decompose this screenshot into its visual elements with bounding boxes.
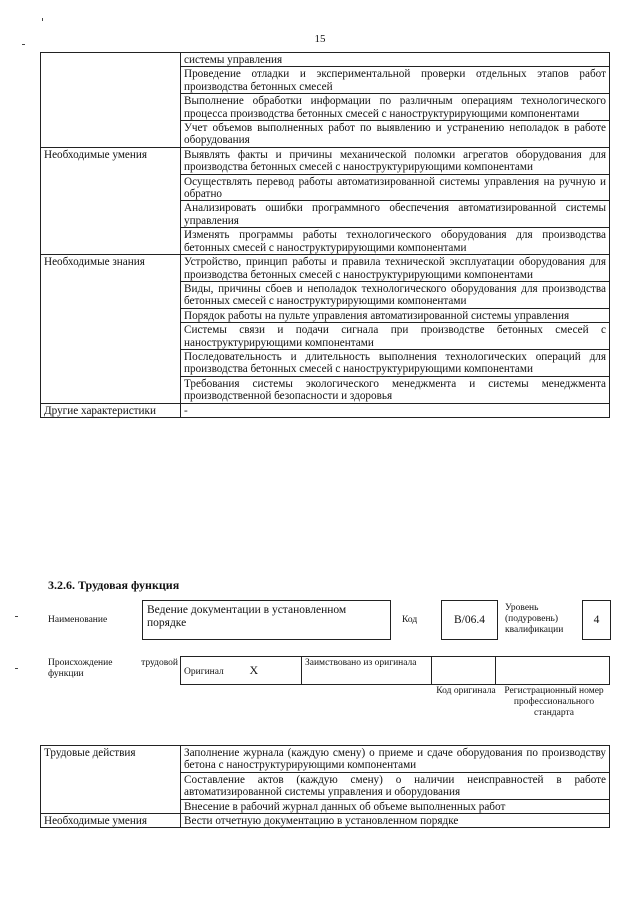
margin-mark — [15, 668, 18, 669]
table-row — [41, 53, 610, 67]
table-cell: Системы связи и подачи сигнала при производстве бетонных смесей с наноструктурирующими компонентами — [181, 323, 610, 350]
table-cell: Учет объемов выполненных работ по выявлению и устранению неполадок в работе оборудования — [181, 121, 610, 148]
row-label: Необходимые умения — [41, 814, 181, 828]
table-cell: Вести отчетную документацию в установленном порядке — [181, 814, 610, 828]
competency-table — [40, 52, 610, 418]
table-cell: Порядок работы на пульте управления автоматизированной системы управления — [181, 308, 610, 322]
original-mark-cell — [247, 657, 302, 685]
level-value: 4 — [593, 614, 600, 626]
borrowed-label: Заимствовано из оригинала — [302, 657, 432, 685]
code-value: B/06.4 — [454, 614, 485, 626]
row-label: Другие характеристики — [41, 403, 181, 417]
table-cell: Внесение в рабочий журнал данных об объеме выполненных работ — [181, 799, 610, 813]
level-value-box — [582, 600, 611, 640]
reg-number-cell — [496, 657, 610, 685]
table-cell: Виды, причины сбоев и неполадок технологического оборудования для производства бетонных смесей с наноструктурирующими компонентами — [181, 281, 610, 308]
actions-table — [40, 745, 610, 828]
code-label: Код — [402, 615, 418, 625]
table-row — [41, 255, 610, 282]
table-cell: Изменять программы работы технологического оборудования для производства бетонных смесей с наноструктурирующими компонентами — [181, 228, 610, 255]
table-cell: Требования системы экологического менеджмента и системы менеджмента производственной безопасности и здоровья — [181, 376, 610, 403]
section-title: 3.2.6. Трудовая функция — [48, 578, 180, 592]
table-cell: Составление актов (каждую смену) о наличии неисправностей в работе автоматизированной системы управления и оборудования — [181, 772, 610, 799]
table-cell: Проведение отладки и экспериментальной проверки отдельных этапов работ производства бетонных смесей — [181, 67, 610, 94]
code-original-cell — [432, 657, 496, 685]
table-row — [41, 814, 610, 828]
original-cell — [181, 657, 247, 685]
name-value: Ведение документации в установленном порядке — [147, 604, 347, 629]
reg-number-caption: Регистрационный номер профессионального стандарта — [504, 686, 604, 718]
code-value-box — [441, 600, 498, 640]
row-label: Трудовые действия — [41, 746, 181, 814]
row-label: Необходимые знания — [41, 255, 181, 403]
original-label: Оригинал — [184, 666, 224, 677]
table-row — [41, 403, 610, 417]
name-value-box — [142, 600, 391, 640]
origin-label: Происхождение трудовой функции — [48, 658, 178, 679]
table-cell: Последовательность и длительность выполнения технологических операций для производства бетонных смесей с наноструктурирующими компонентами — [181, 349, 610, 376]
table-cell: Выявлять факты и причины механической поломки агрегатов оборудования для производства бетонных смесей с наноструктурирующими компонентами — [181, 147, 610, 174]
table-cell: Выполнение обработки информации по различным операциям технологического процесса производства бетонных смесей с наноструктурирующими компонентами — [181, 94, 610, 121]
table-cell: Анализировать ошибки программного обеспечения автоматизированной системы управления — [181, 201, 610, 228]
margin-mark — [15, 616, 18, 617]
name-label: Наименование — [48, 615, 108, 625]
code-original-caption: Код оригинала — [436, 686, 496, 696]
table-row — [41, 147, 610, 174]
level-label: Уровень (подуровень) квалификации — [505, 603, 564, 635]
row-label: Необходимые умения — [41, 147, 181, 254]
table-row — [41, 746, 610, 773]
table-cell: Осуществлять перевод работы автоматизированной системы управления на ручную и обратно — [181, 174, 610, 201]
row-label — [41, 53, 181, 148]
origin-table — [180, 656, 610, 685]
table-cell: - — [181, 403, 610, 417]
margin-mark — [42, 18, 43, 21]
original-mark: X — [249, 663, 259, 678]
table-row — [181, 657, 610, 685]
margin-mark — [22, 44, 25, 45]
table-cell: Заполнение журнала (каждую смену) о приеме и сдаче оборудования по производству бетона с наноструктурирующими компонентами — [181, 746, 610, 773]
table-cell: системы управления — [181, 53, 610, 67]
page-number: 15 — [314, 33, 326, 45]
table-cell: Устройство, принцип работы и правила технической эксплуатации оборудования для производства бетонных смесей с наноструктурирующими компонентами — [181, 255, 610, 282]
